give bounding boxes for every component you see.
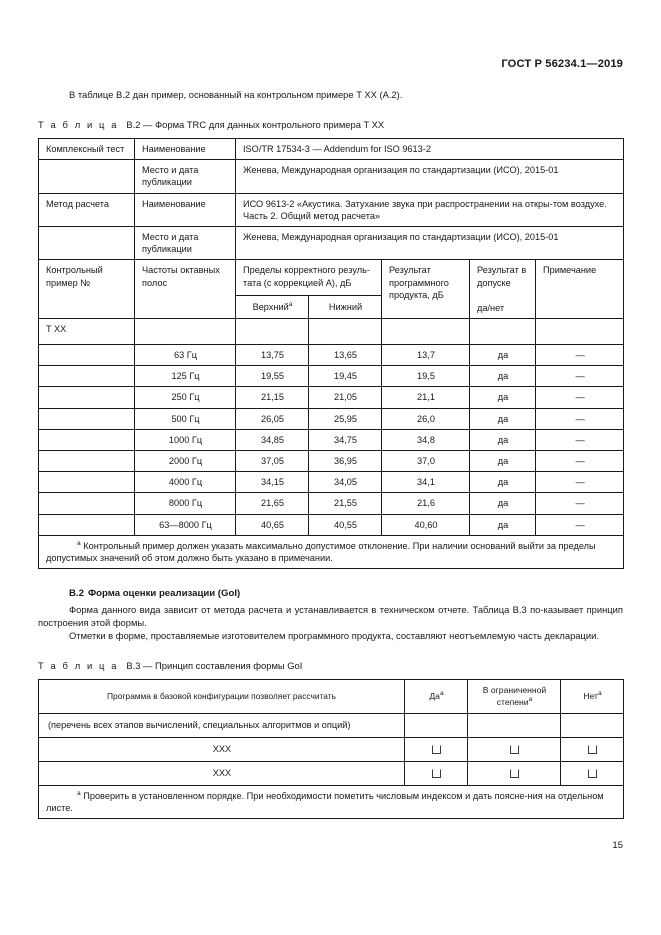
empty-cell	[39, 387, 135, 408]
frequency-cell: 500 Гц	[135, 408, 236, 429]
empty-cell	[309, 319, 382, 345]
lower-limit-cell: 34,75	[309, 429, 382, 450]
col-header-octave-bands: Частоты октавных полос	[135, 260, 236, 319]
empty-cell	[135, 319, 236, 345]
col-header-limited	[468, 680, 561, 713]
col-header-correct-limits: Пределы корректного резуль-тата (с коррекцией А), дБ	[236, 260, 382, 296]
checkbox-cell-yes[interactable]	[405, 761, 468, 785]
remark-cell: —	[536, 429, 624, 450]
table-row	[39, 514, 624, 535]
intro-paragraph: В таблице В.2 дан пример, основанный на контрольном примере T XX (A.2).	[69, 89, 403, 100]
remark-cell: —	[536, 514, 624, 535]
page-number: 15	[612, 840, 623, 851]
program-result-cell: 21,6	[382, 493, 470, 514]
within-tolerance-cell: да	[470, 451, 536, 472]
example-id-cell: T XX	[39, 319, 135, 345]
lower-limit-cell: 25,95	[309, 408, 382, 429]
complex-test-label-empty	[39, 160, 135, 193]
within-tolerance-cell: да	[470, 408, 536, 429]
table-b2	[38, 138, 624, 569]
table-row	[39, 493, 624, 514]
checkbox-empty-icon[interactable]	[432, 745, 441, 754]
field-value: ИСО 9613-2 «Акустика. Затухание звука при распространении на откры-том воздухе. Часть 2. Общий метод расчета»	[236, 193, 624, 226]
table-b2-footnote	[39, 535, 624, 568]
col-header-upper	[236, 296, 309, 319]
program-result-cell: 34,8	[382, 429, 470, 450]
upper-limit-cell: 34,85	[236, 429, 309, 450]
calc-method-label: Метод расчета	[39, 193, 135, 226]
checkbox-cell-limited[interactable]	[468, 737, 561, 761]
table-row	[39, 451, 624, 472]
table-row	[39, 408, 624, 429]
empty-cell	[39, 472, 135, 493]
table-row	[39, 193, 624, 226]
frequency-cell: 63 Гц	[135, 345, 236, 366]
empty-cell	[470, 319, 536, 345]
frequency-cell: 250 Гц	[135, 387, 236, 408]
upper-limit-cell: 34,15	[236, 472, 309, 493]
program-result-cell: 40,60	[382, 514, 470, 535]
table-b3-footnote	[39, 785, 624, 818]
program-result-cell: 13,7	[382, 345, 470, 366]
table-row	[39, 472, 624, 493]
field-name: Место и дата публикации	[135, 227, 236, 260]
empty-cell	[39, 451, 135, 472]
empty-cell	[405, 713, 468, 737]
field-name: Наименование	[135, 139, 236, 160]
table-row	[39, 761, 624, 785]
col-header-no	[561, 680, 624, 713]
section-b2-title: Форма оценки реализации (GoI)	[87, 588, 241, 600]
frequency-cell: 4000 Гц	[135, 472, 236, 493]
upper-limit-cell: 37,05	[236, 451, 309, 472]
table-b2-caption	[38, 118, 623, 131]
upper-limit-cell: 21,65	[236, 493, 309, 514]
within-tolerance-cell: да	[470, 514, 536, 535]
field-value: ISO/TR 17534-3 — Addendum for ISO 9613-2	[236, 139, 624, 160]
section-b2-paragraph-1: Форма данного вида зависит от метода расчета и устанавливается в техническом отчете. Таблица В.3 по-казывает принцип построения этой формы.	[38, 604, 623, 629]
table-b3	[38, 679, 624, 819]
upper-limit-cell: 21,15	[236, 387, 309, 408]
table-row	[39, 713, 624, 737]
col-header-lower: Нижний	[309, 296, 382, 319]
program-result-cell: 37,0	[382, 451, 470, 472]
col-header-program-capability: Программа в базовой конфигурации позволяет рассчитать	[39, 680, 405, 713]
table-header-row	[39, 260, 624, 296]
within-tolerance-cell: да	[470, 345, 536, 366]
within-tolerance-cell: да	[470, 387, 536, 408]
footnote-marker: a	[77, 789, 81, 797]
table-b2-caption-text: В.2 — Форма TRC для данных контрольного примера T XX	[126, 119, 385, 130]
table-row	[39, 345, 624, 366]
table-b3-caption	[38, 659, 623, 672]
remark-cell: —	[536, 472, 624, 493]
table-footnote-row	[39, 785, 624, 818]
frequency-cell: 1000 Гц	[135, 429, 236, 450]
remark-cell: —	[536, 408, 624, 429]
footnote-marker: a	[528, 696, 533, 704]
lower-limit-cell: 19,45	[309, 366, 382, 387]
field-name: Наименование	[135, 193, 236, 226]
col-header-program-result: Результат программного продукта, дБ	[382, 260, 470, 319]
lower-limit-cell: 36,95	[309, 451, 382, 472]
field-value: Женева, Международная организация по стандартизации (ИСО), 2015-01	[236, 227, 624, 260]
frequency-cell: 2000 Гц	[135, 451, 236, 472]
within-tolerance-cell: да	[470, 429, 536, 450]
footnote-marker: a	[288, 300, 293, 308]
table-b3-caption-text: В.3 — Принцип составления формы GoI	[126, 660, 303, 672]
col-header-remark: Примечание	[536, 260, 624, 319]
upper-limit-cell: 13,75	[236, 345, 309, 366]
empty-cell	[382, 319, 470, 345]
section-b2-paragraph-2: Отметки в форме, проставляемые изготовителем программного продукта, составляют неотъемлемую часть декларации.	[69, 630, 599, 642]
lower-limit-cell: 13,65	[309, 345, 382, 366]
row-label-xxx: XXX	[39, 737, 405, 761]
field-value: Женева, Международная организация по стандартизации (ИСО), 2015-01	[236, 160, 624, 193]
footnote-text: Контрольный пример должен указать максимально допустимое отклонение. При наличии оснований выйти за пределы допустимых значений об этом должно быть указано в примечании.	[46, 540, 596, 564]
col-header-no-text: Нет	[583, 691, 598, 702]
standard-number-header: ГОСТ Р 56234.1—2019	[501, 58, 623, 70]
table-row	[39, 139, 624, 160]
remark-cell: —	[536, 387, 624, 408]
col-header-upper-text: Верхний	[252, 302, 289, 313]
checkbox-cell-no[interactable]	[561, 737, 624, 761]
empty-cell	[39, 345, 135, 366]
table-row	[39, 366, 624, 387]
col-header-within-tolerance-text: Результат в допуске	[477, 265, 527, 288]
checkbox-cell-yes[interactable]	[405, 737, 468, 761]
empty-cell	[39, 366, 135, 387]
empty-cell	[39, 408, 135, 429]
table-row	[39, 737, 624, 761]
row-label-list: (перечень всех этапов вычислений, специальных алгоритмов и опций)	[39, 713, 405, 737]
checkbox-empty-icon[interactable]	[510, 769, 519, 778]
frequency-cell: 63—8000 Гц	[135, 514, 236, 535]
table-row	[39, 429, 624, 450]
program-result-cell: 19,5	[382, 366, 470, 387]
col-header-limited-text: В ограниченной степени	[482, 685, 547, 708]
col-header-within-tolerance	[470, 260, 536, 319]
table-row	[39, 160, 624, 193]
remark-cell: —	[536, 345, 624, 366]
empty-cell	[39, 514, 135, 535]
table-b3-wrapper	[38, 679, 623, 819]
checkbox-empty-icon[interactable]	[432, 769, 441, 778]
frequency-cell: 125 Гц	[135, 366, 236, 387]
checkbox-cell-limited[interactable]	[468, 761, 561, 785]
empty-cell	[39, 493, 135, 514]
footnote-marker: a	[597, 690, 602, 698]
upper-limit-cell: 40,65	[236, 514, 309, 535]
empty-cell	[536, 319, 624, 345]
calc-method-label-empty	[39, 227, 135, 260]
table-b3-caption-label: Т а б л и ц а	[38, 660, 119, 672]
lower-limit-cell: 34,05	[309, 472, 382, 493]
table-footnote-row	[39, 535, 624, 568]
lower-limit-cell: 21,55	[309, 493, 382, 514]
checkbox-empty-icon[interactable]	[588, 769, 597, 778]
footnote-marker: a	[439, 690, 444, 698]
within-tolerance-cell: да	[470, 472, 536, 493]
complex-test-label: Комплексный тест	[39, 139, 135, 160]
remark-cell: —	[536, 493, 624, 514]
table-row	[39, 227, 624, 260]
upper-limit-cell: 19,55	[236, 366, 309, 387]
program-result-cell: 34,1	[382, 472, 470, 493]
remark-cell: —	[536, 451, 624, 472]
section-b2-heading	[38, 588, 623, 599]
field-name: Место и дата публикации	[135, 160, 236, 193]
program-result-cell: 26,0	[382, 408, 470, 429]
checkbox-cell-no[interactable]	[561, 761, 624, 785]
col-header-yes	[405, 680, 468, 713]
col-header-within-tolerance-sub: да/нет	[477, 302, 505, 313]
checkbox-empty-icon[interactable]	[588, 745, 597, 754]
table-row	[39, 387, 624, 408]
table-b2-caption-label: Т а б л и ц а	[38, 119, 119, 130]
empty-cell	[468, 713, 561, 737]
within-tolerance-cell: да	[470, 493, 536, 514]
frequency-cell: 8000 Гц	[135, 493, 236, 514]
table-header-row	[39, 680, 624, 713]
page-body	[38, 88, 623, 819]
row-label-xxx: XXX	[39, 761, 405, 785]
lower-limit-cell: 21,05	[309, 387, 382, 408]
footnote-marker: a	[77, 539, 81, 547]
section-b2-number: В.2	[69, 588, 84, 600]
footnote-text: Проверить в установленном порядке. При необходимости пометить числовым индексом и дать поясне-ния на отдельном листе.	[46, 790, 604, 813]
checkbox-empty-icon[interactable]	[510, 745, 519, 754]
upper-limit-cell: 26,05	[236, 408, 309, 429]
empty-cell	[561, 713, 624, 737]
program-result-cell: 21,1	[382, 387, 470, 408]
within-tolerance-cell: да	[470, 366, 536, 387]
empty-cell	[39, 429, 135, 450]
col-header-example-no: Контрольный пример №	[39, 260, 135, 319]
remark-cell: —	[536, 366, 624, 387]
col-header-yes-text: Да	[429, 691, 440, 702]
table-row	[39, 319, 624, 345]
lower-limit-cell: 40,55	[309, 514, 382, 535]
empty-cell	[236, 319, 309, 345]
